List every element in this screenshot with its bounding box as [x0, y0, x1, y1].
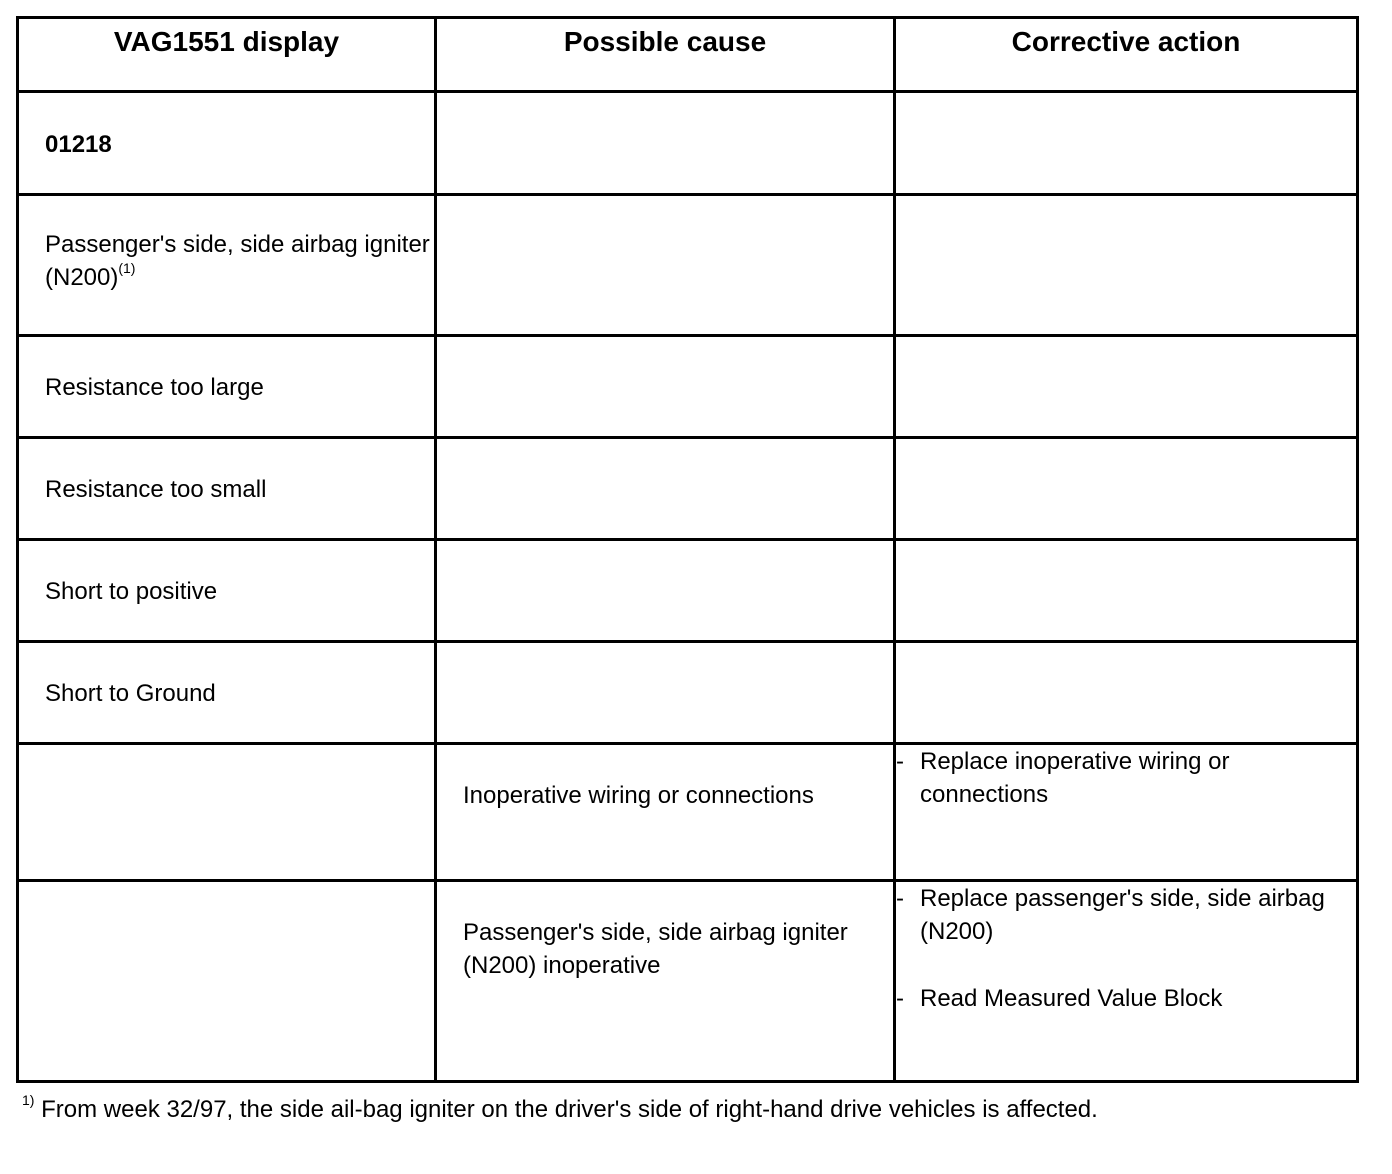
- possible-cause: Passenger's side, side airbag igniter (N200) inoperative: [463, 919, 848, 979]
- table-row: [18, 92, 1358, 195]
- empty-cell: [436, 92, 895, 195]
- empty-cell: [895, 92, 1358, 195]
- cause-cell: [436, 744, 895, 881]
- empty-cell: [895, 336, 1358, 438]
- possible-cause: Inoperative wiring or connections: [463, 782, 814, 809]
- component-label: Passenger's side, side airbag igniter (N200): [45, 231, 430, 291]
- fault-code-cell: [18, 92, 436, 195]
- empty-cell: [895, 642, 1358, 744]
- empty-cell: [895, 438, 1358, 540]
- fault-type-cell: [18, 642, 436, 744]
- table-row: [18, 195, 1358, 336]
- empty-cell: [895, 540, 1358, 642]
- table-row: [18, 642, 1358, 744]
- table-row: [18, 744, 1358, 881]
- corrective-action: - Replace passenger's side, side airbag (N200): [896, 882, 1356, 948]
- component-cell: [18, 195, 436, 336]
- column-header-cause: Possible cause: [436, 18, 895, 92]
- footnote-marker: 1): [22, 1092, 35, 1108]
- fault-type-cell: [18, 336, 436, 438]
- component-name: [19, 196, 434, 294]
- table-row: [18, 540, 1358, 642]
- fault-type: Resistance too large: [45, 374, 264, 401]
- footnote: [22, 1093, 1152, 1126]
- empty-cell: [436, 195, 895, 336]
- column-header-display: VAG1551 display: [18, 18, 436, 92]
- corrective-action: - Read Measured Value Block: [896, 982, 1356, 1015]
- footnote-text: From week 32/97, the side ail-bag igniter on the driver's side of right-hand drive vehicles is affected.: [41, 1096, 1098, 1123]
- empty-cell: [436, 438, 895, 540]
- fault-type-cell: [18, 540, 436, 642]
- empty-cell: [436, 642, 895, 744]
- fault-code: 01218: [45, 131, 112, 158]
- empty-cell: [895, 195, 1358, 336]
- corrective-action: - Replace inoperative wiring or connections: [896, 745, 1356, 811]
- action-cell: [895, 881, 1358, 1082]
- fault-type: Short to positive: [45, 578, 218, 605]
- empty-cell: [436, 336, 895, 438]
- table-row: [18, 336, 1358, 438]
- fault-type-cell: [18, 438, 436, 540]
- cause-cell: [436, 881, 895, 1082]
- corrective-action-list: [896, 882, 1356, 1015]
- fault-type: Resistance too small: [45, 476, 267, 503]
- empty-cell: [18, 881, 436, 1082]
- action-cell: [895, 744, 1358, 881]
- column-header-action: Corrective action: [895, 18, 1358, 92]
- diagnostic-table: [16, 16, 1359, 1083]
- corrective-action-list: [896, 745, 1356, 811]
- footnote-reference: (1): [118, 260, 136, 276]
- fault-type: Short to Ground: [45, 680, 216, 707]
- table-header-row: [18, 18, 1358, 92]
- table-row: [18, 438, 1358, 540]
- empty-cell: [18, 744, 436, 881]
- empty-cell: [436, 540, 895, 642]
- table-row: [18, 881, 1358, 1082]
